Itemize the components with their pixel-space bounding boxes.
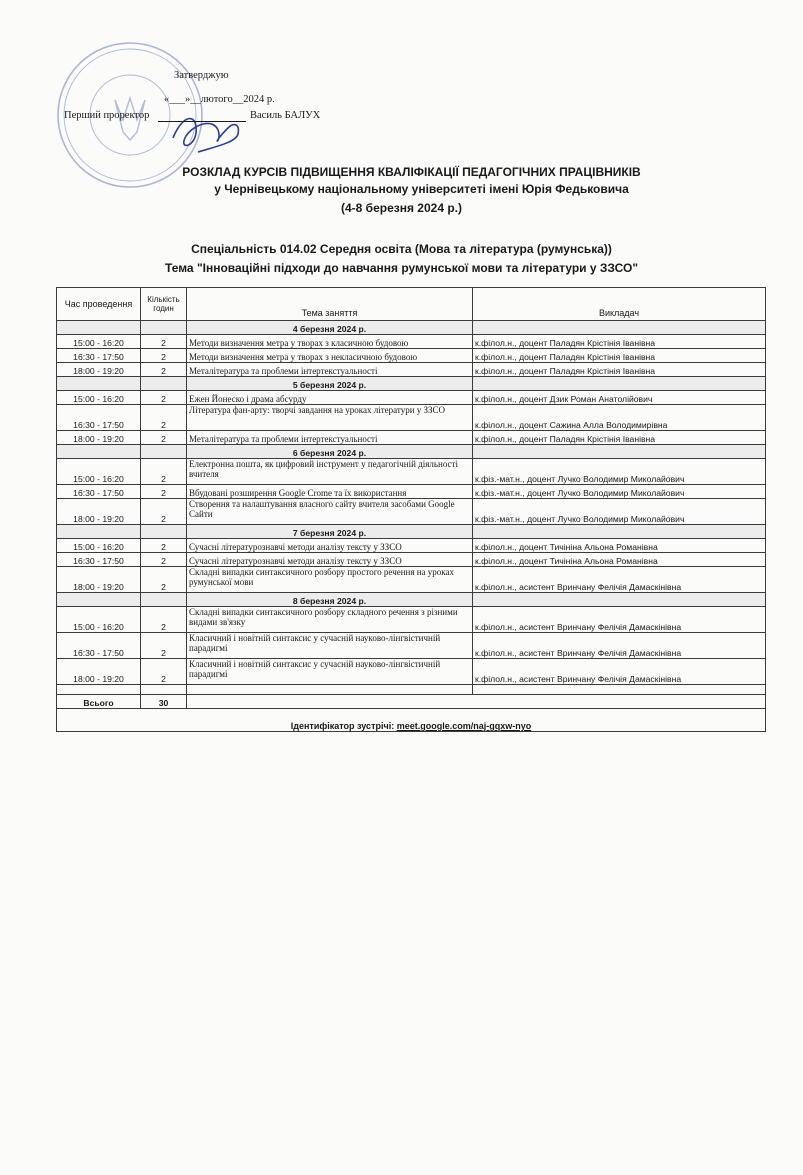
time-cell: 18:00 - 19:20 <box>57 431 141 445</box>
col-header-topic: Тема заняття <box>187 288 473 321</box>
table-row <box>57 485 766 499</box>
specialty-line: Спеціальність 014.02 Середня освіта (Мова та література (румунська)) <box>191 242 612 256</box>
day-header-row <box>57 593 766 607</box>
day-spacer-cell <box>473 593 766 607</box>
hours-cell: 2 <box>141 405 187 431</box>
lecturer-cell: к.філол.н., доцент Тичініна Альона Романівна <box>473 539 766 553</box>
table-row <box>57 391 766 405</box>
topic-cell: Методи визначення метра у творах з класичною будовою <box>187 335 473 349</box>
university-line: у Чернівецькому національному університеті імені Юрія Федьковича <box>214 182 629 196</box>
empty-cell <box>57 685 141 695</box>
day-spacer-cell <box>141 525 187 539</box>
total-hours: 30 <box>141 695 187 709</box>
time-cell: 16:30 - 17:50 <box>57 633 141 659</box>
day-spacer-cell <box>141 593 187 607</box>
table-row <box>57 335 766 349</box>
total-row <box>57 695 766 709</box>
hours-cell: 2 <box>141 363 187 377</box>
approval-name: Василь БАЛУХ <box>250 110 321 121</box>
table-row <box>57 499 766 525</box>
table-row <box>57 405 766 431</box>
time-cell: 16:30 - 17:50 <box>57 553 141 567</box>
document-title: РОЗКЛАД КУРСІВ ПІДВИЩЕННЯ КВАЛІФІКАЦІЇ ПЕДАГОГІЧНИХ ПРАЦІВНИКІВ <box>182 165 641 179</box>
day-spacer-cell <box>473 377 766 391</box>
time-cell: 18:00 - 19:20 <box>57 499 141 525</box>
schedule-table <box>56 287 766 732</box>
lecturer-cell: к.філол.н., доцент Тичініна Альона Романівна <box>473 553 766 567</box>
hours-cell: 2 <box>141 607 187 633</box>
meeting-label: Ідентифікатор зустрічі: <box>290 721 395 731</box>
empty-cell <box>187 685 473 695</box>
lecturer-cell: к.філол.н., доцент Дзик Роман Анатолійович <box>473 391 766 405</box>
topic-cell: Сучасні літературознавчі методи аналізу тексту у ЗЗСО <box>187 553 473 567</box>
empty-row <box>57 685 766 695</box>
time-cell: 15:00 - 16:20 <box>57 607 141 633</box>
lecturer-cell: к.філол.н., асистент Вринчану Фелічія Дамаскінівна <box>473 607 766 633</box>
topic-cell: Створення та налаштування власного сайту вчителя засобами Google Сайти <box>187 499 473 525</box>
table-row <box>57 633 766 659</box>
approval-date: «___»__лютого__2024 р. <box>164 94 275 105</box>
hours-cell: 2 <box>141 335 187 349</box>
table-header-row <box>57 288 766 321</box>
day-spacer-cell <box>57 525 141 539</box>
day-spacer-cell <box>141 377 187 391</box>
schedule-body <box>57 321 766 732</box>
day-spacer-cell <box>141 321 187 335</box>
time-cell: 16:30 - 17:50 <box>57 405 141 431</box>
hours-cell: 2 <box>141 391 187 405</box>
lecturer-cell: к.філол.н., доцент Паладян Крістінія Іванівна <box>473 335 766 349</box>
topic-cell: Методи визначення метра у творах з некласичною будовою <box>187 349 473 363</box>
dates-line: (4-8 березня 2024 р.) <box>340 201 462 215</box>
day-spacer-cell <box>57 377 141 391</box>
topic-cell: Складні випадки синтаксичного розбору складного речення з різними видами зв'язку <box>187 607 473 633</box>
topic-cell: Сучасні літературознавчі методи аналізу тексту у ЗЗСО <box>187 539 473 553</box>
empty-cell <box>141 685 187 695</box>
meeting-cell <box>57 709 766 732</box>
theme-line: Тема "Інноваційні підходи до навчання румунської мови та літератури у ЗЗСО" <box>164 261 639 275</box>
table-row <box>57 349 766 363</box>
hours-cell: 2 <box>141 553 187 567</box>
table-row <box>57 567 766 593</box>
day-spacer-cell <box>473 321 766 335</box>
topic-cell: Складні випадки синтаксичного розбору простого речення на уроках румунської мови <box>187 567 473 593</box>
approval-title: Затверджую <box>174 70 229 81</box>
day-header-row <box>57 321 766 335</box>
table-row <box>57 539 766 553</box>
topic-cell: Класичний і новітній синтаксис у сучасній науково-лінгвістичній парадигмі <box>187 659 473 685</box>
hours-cell: 2 <box>141 485 187 499</box>
col-header-lecturer: Викладач <box>473 288 766 321</box>
hours-cell: 2 <box>141 499 187 525</box>
day-spacer-cell <box>57 593 141 607</box>
day-spacer-cell <box>141 445 187 459</box>
time-cell: 15:00 - 16:20 <box>57 335 141 349</box>
time-cell: 18:00 - 19:20 <box>57 363 141 377</box>
topic-cell: Література фан-арту: творчі завдання на уроках літератури у ЗЗСО <box>187 405 473 431</box>
meeting-link[interactable]: meet.google.com/naj-gqxw-nyo <box>396 721 532 731</box>
table-row <box>57 431 766 445</box>
day-date: 4 березня 2024 р. <box>187 321 473 335</box>
topic-cell: Класичний і новітній синтаксис у сучасній науково-лінгвістичній парадигмі <box>187 633 473 659</box>
day-spacer-cell <box>473 445 766 459</box>
hours-cell: 2 <box>141 349 187 363</box>
table-row <box>57 607 766 633</box>
lecturer-cell: к.філол.н., доцент Паладян Крістінія Іванівна <box>473 349 766 363</box>
topic-cell: Електронна пошта, як цифровий інструмент у педагогічній діяльності вчителя <box>187 459 473 485</box>
lecturer-cell: к.фіз.-мат.н., доцент Лучко Володимир Миколайович <box>473 485 766 499</box>
day-date: 5 березня 2024 р. <box>187 377 473 391</box>
day-header-row <box>57 445 766 459</box>
time-cell: 16:30 - 17:50 <box>57 349 141 363</box>
col-header-time: Час проведення <box>57 288 141 321</box>
day-date: 8 березня 2024 р. <box>187 593 473 607</box>
empty-cell <box>473 685 766 695</box>
time-cell: 15:00 - 16:20 <box>57 539 141 553</box>
time-cell: 15:00 - 16:20 <box>57 391 141 405</box>
hours-cell: 2 <box>141 659 187 685</box>
total-blank <box>187 695 766 709</box>
approval-position: Перший проректор <box>64 110 150 121</box>
topic-cell: Металітература та проблеми інтертекстуальності <box>187 363 473 377</box>
lecturer-cell: к.фіз.-мат.н., доцент Лучко Володимир Миколайович <box>473 499 766 525</box>
topic-cell: Ежен Йонеско і драма абсурду <box>187 391 473 405</box>
meeting-row <box>57 709 766 732</box>
time-cell: 18:00 - 19:20 <box>57 567 141 593</box>
lecturer-cell: к.філол.н., асистент Вринчану Фелічія Дамаскінівна <box>473 567 766 593</box>
day-date: 7 березня 2024 р. <box>187 525 473 539</box>
day-spacer-cell <box>57 445 141 459</box>
day-header-row <box>57 377 766 391</box>
table-row <box>57 459 766 485</box>
col-header-hours: Кількість годин <box>141 288 187 321</box>
hours-cell: 2 <box>141 459 187 485</box>
total-label: Всього <box>57 695 141 709</box>
time-cell: 15:00 - 16:20 <box>57 459 141 485</box>
lecturer-cell: к.філол.н., доцент Сажина Алла Володимирівна <box>473 405 766 431</box>
hours-cell: 2 <box>141 567 187 593</box>
table-row <box>57 659 766 685</box>
time-cell: 16:30 - 17:50 <box>57 485 141 499</box>
lecturer-cell: к.філол.н., асистент Вринчану Фелічія Дамаскінівна <box>473 633 766 659</box>
hours-cell: 2 <box>141 633 187 659</box>
time-cell: 18:00 - 19:20 <box>57 659 141 685</box>
lecturer-cell: к.фіз.-мат.н., доцент Лучко Володимир Миколайович <box>473 459 766 485</box>
lecturer-cell: к.філол.н., доцент Паладян Крістінія Іванівна <box>473 363 766 377</box>
table-row <box>57 553 766 567</box>
day-spacer-cell <box>57 321 141 335</box>
hours-cell: 2 <box>141 539 187 553</box>
hours-cell: 2 <box>141 431 187 445</box>
day-header-row <box>57 525 766 539</box>
topic-cell: Металітература та проблеми інтертекстуальності <box>187 431 473 445</box>
signature-line <box>158 110 246 122</box>
lecturer-cell: к.філол.н., доцент Паладян Крістінія Іванівна <box>473 431 766 445</box>
table-row <box>57 363 766 377</box>
day-spacer-cell <box>473 525 766 539</box>
lecturer-cell: к.філол.н., асистент Вринчану Фелічія Дамаскінівна <box>473 659 766 685</box>
day-date: 6 березня 2024 р. <box>187 445 473 459</box>
topic-cell: Вбудовані розширення Google Crome та їх використання <box>187 485 473 499</box>
